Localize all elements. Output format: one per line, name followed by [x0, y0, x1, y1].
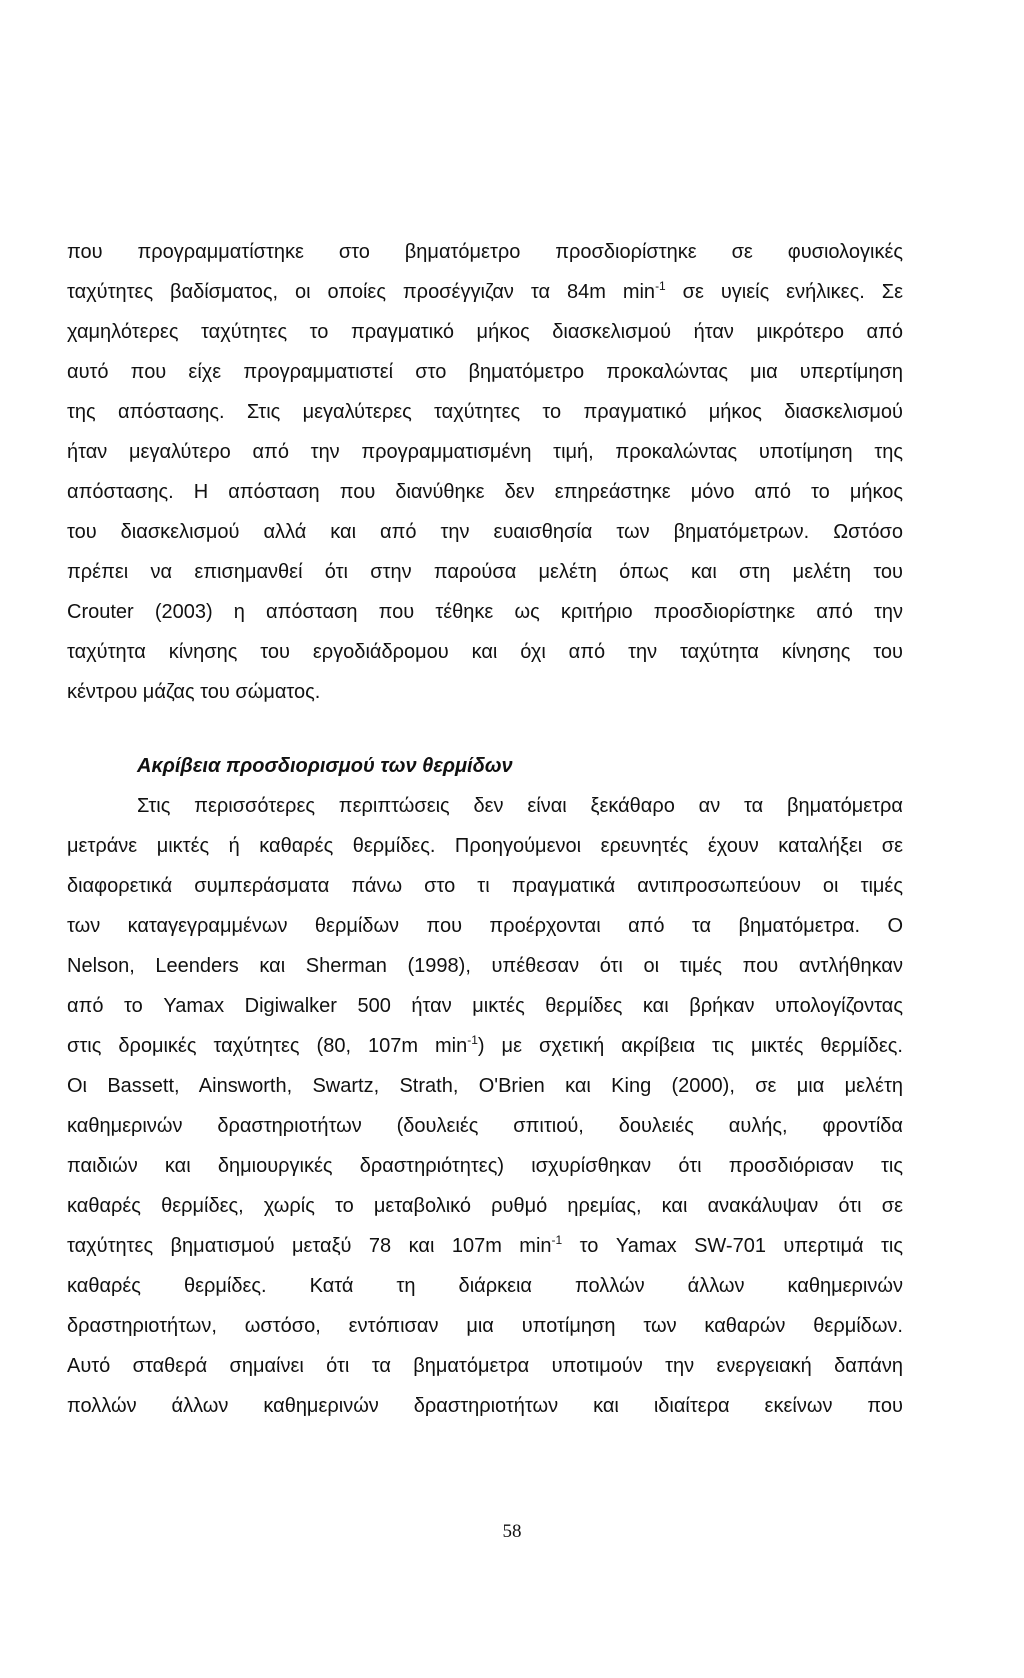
text-line: καθαρές θερμίδες, χωρίς το μεταβολικό ρυθμό ηρεμίας, και ανακάλυψαν ότι σε	[67, 1195, 903, 1217]
text-line: ήταν μεγαλύτερο από την προγραμματισμένη τιμή, προκαλώντας υποτίμηση της	[67, 441, 903, 463]
text-line: Αυτό σταθερά σημαίνει ότι τα βηματόμετρα υποτιμούν την ενεργειακή δαπάνη	[67, 1355, 903, 1377]
text-span: σε υγιείς ενήλικες. Σε	[665, 281, 903, 303]
paragraph-calories	[67, 786, 903, 1426]
paragraph-distance	[67, 232, 903, 712]
document-page	[67, 232, 903, 1426]
text-line	[67, 1226, 903, 1266]
text-span: ) με σχετική ακρίβεια τις μικτές θερμίδες.	[477, 1035, 903, 1057]
text-line: μετράνε μικτές ή καθαρές θερμίδες. Προηγούμενοι ερευνητές έχουν καταλήξει σε	[67, 835, 903, 857]
text-line	[67, 1026, 903, 1066]
text-line: από το Yamax Digiwalker 500 ήταν μικτές θερμίδες και βρήκαν υπολογίζοντας	[67, 995, 903, 1017]
text-line: πρέπει να επισημανθεί ότι στην παρούσα μελέτη όπως και στη μελέτη του	[67, 561, 903, 583]
text-line: δραστηριοτήτων, ωστόσο, εντόπισαν μια υποτίμηση των καθαρών θερμίδων.	[67, 1315, 903, 1337]
text-line: Crouter (2003) η απόσταση που τέθηκε ως κριτήριο προσδιορίστηκε από την	[67, 601, 903, 623]
text-line: που προγραμματίστηκε στο βηματόμετρο προσδιορίστηκε σε φυσιολογικές	[67, 241, 903, 263]
superscript: -1	[467, 1033, 478, 1047]
text-line: Οι Bassett, Ainsworth, Swartz, Strath, O'Brien και King (2000), σε μια μελέτη	[67, 1075, 903, 1097]
text-span: στις δρομικές ταχύτητες (80, 107m min	[67, 1035, 468, 1057]
text-span: ταχύτητες βηματισμού μεταξύ 78 και 107m min	[67, 1235, 552, 1257]
superscript: -1	[655, 279, 666, 293]
text-line: παιδιών και δημιουργικές δραστηριότητες) ισχυρίσθηκαν ότι προσδιόρισαν τις	[67, 1155, 903, 1177]
page-number: 58	[502, 1521, 522, 1542]
superscript: -1	[551, 1233, 563, 1247]
text-line: ταχύτητα κίνησης του εργοδιάδρομου και όχι από την ταχύτητα κίνησης του	[67, 641, 903, 663]
text-line: καθημερινών δραστηριοτήτων (δουλειές σπιτιού, δουλειές αυλής, φροντίδα	[67, 1115, 903, 1137]
text-line: του διασκελισμού αλλά και από την ευαισθησία των βηματόμετρων. Ωστόσο	[67, 521, 903, 543]
text-span: το Yamax SW-701 υπερτιμά τις	[562, 1235, 903, 1257]
section-heading: Ακρίβεια προσδιορισμού των θερμίδων	[137, 755, 513, 777]
text-line: Nelson, Leenders και Sherman (1998), υπέθεσαν ότι οι τιμές που αντλήθηκαν	[67, 955, 903, 977]
text-line: απόστασης. Η απόσταση που διανύθηκε δεν επηρεάστηκε μόνο από το μήκος	[67, 481, 903, 503]
text-line: της απόστασης. Στις μεγαλύτερες ταχύτητες το πραγματικό μήκος διασκελισμού	[67, 401, 903, 423]
text-line: αυτό που είχε προγραμματιστεί στο βηματόμετρο προκαλώντας μια υπερτίμηση	[67, 361, 903, 383]
text-line: των καταγεγραμμένων θερμίδων που προέρχονται από τα βηματόμετρα. Ο	[67, 915, 903, 937]
text-span: ταχύτητες βαδίσματος, οι οποίες προσέγγιζαν τα 84m min	[67, 281, 656, 303]
text-line: κέντρου μάζας του σώματος.	[67, 681, 321, 703]
text-line: χαμηλότερες ταχύτητες το πραγματικό μήκος διασκελισμού ήταν μικρότερο από	[67, 321, 903, 343]
text-line: διαφορετικά συμπεράσματα πάνω στο τι πραγματικά αντιπροσωπεύουν οι τιμές	[67, 875, 903, 897]
text-line	[67, 272, 903, 312]
text-line: Στις περισσότερες περιπτώσεις δεν είναι ξεκάθαρο αν τα βηματόμετρα	[137, 795, 903, 817]
text-line: καθαρές θερμίδες. Κατά τη διάρκεια πολλών άλλων καθημερινών	[67, 1275, 903, 1297]
text-line: πολλών άλλων καθημερινών δραστηριοτήτων και ιδιαίτερα εκείνων που	[67, 1395, 903, 1417]
